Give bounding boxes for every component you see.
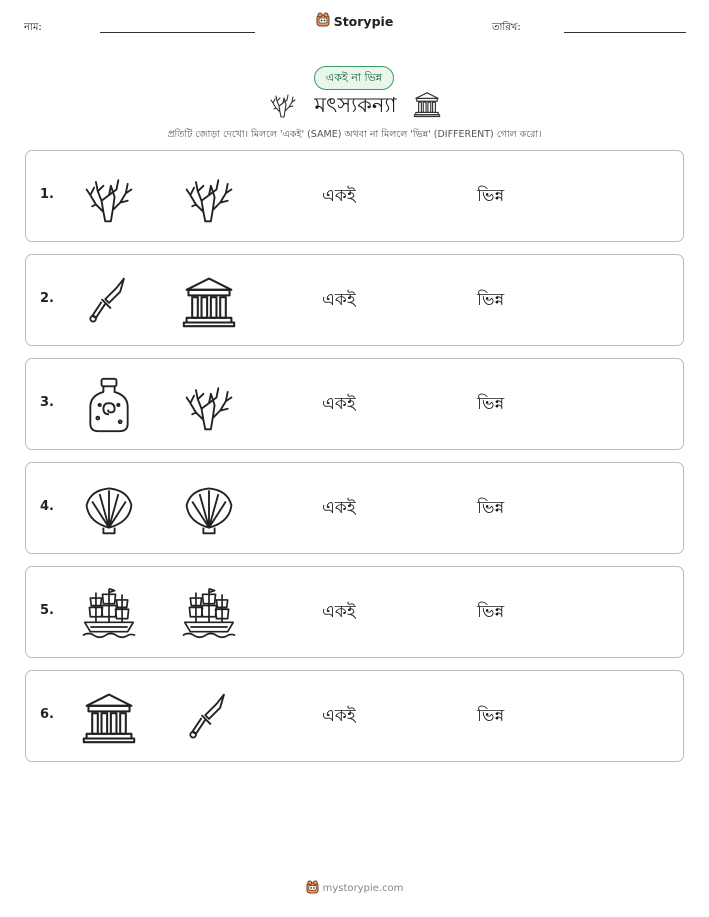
storypie-logo-icon xyxy=(316,12,330,31)
temple-icon xyxy=(81,689,137,745)
coral-icon xyxy=(268,89,298,123)
question-number: 1. xyxy=(40,187,54,202)
dagger-icon xyxy=(181,689,237,745)
potion-bottle-icon xyxy=(81,377,137,433)
question-row xyxy=(25,566,684,658)
choice-same[interactable]: একই xyxy=(322,706,356,726)
choice-different[interactable]: ভিন্ন xyxy=(477,186,505,206)
title-row xyxy=(0,90,709,122)
choice-same[interactable]: একই xyxy=(322,602,356,622)
footer-site-link[interactable]: mystorypie.com xyxy=(322,883,404,894)
brand-name: Storypie xyxy=(333,14,394,29)
question-row xyxy=(25,254,684,346)
choice-same[interactable]: একই xyxy=(322,394,356,414)
question-row xyxy=(25,358,684,450)
coral-icon xyxy=(81,169,137,225)
choice-same[interactable]: একই xyxy=(322,498,356,518)
question-row xyxy=(25,150,684,242)
name-line[interactable] xyxy=(100,32,255,33)
footer xyxy=(0,880,709,897)
brand-header xyxy=(0,12,709,31)
date-label: তারিখ: xyxy=(492,22,521,33)
choice-different[interactable]: ভিন্ন xyxy=(477,290,505,310)
activity-badge: একই না ভিন্ন xyxy=(314,66,394,90)
question-number: 2. xyxy=(40,291,54,306)
question-number: 3. xyxy=(40,395,54,410)
ship-icon xyxy=(181,585,237,641)
storypie-logo-icon xyxy=(306,880,319,897)
seashell-icon xyxy=(181,481,237,537)
choice-different[interactable]: ভিন্ন xyxy=(477,602,505,622)
choice-different[interactable]: ভিন্ন xyxy=(477,394,505,414)
question-row xyxy=(25,462,684,554)
choice-same[interactable]: একই xyxy=(322,186,356,206)
dagger-icon xyxy=(81,273,137,329)
seashell-icon xyxy=(81,481,137,537)
coral-icon xyxy=(181,169,237,225)
ship-icon xyxy=(81,585,137,641)
coral-icon xyxy=(181,377,237,433)
choice-same[interactable]: একই xyxy=(322,290,356,310)
temple-icon xyxy=(181,273,237,329)
page-title: মৎস্যকন্যা xyxy=(314,92,397,117)
question-number: 6. xyxy=(40,707,54,722)
instructions: প্রতিটি জোড়া দেখো। মিললে 'একই' (SAME) অথবা না মিললে 'ভিন্ন' (DIFFERENT) গোল করো। xyxy=(167,129,542,140)
choice-different[interactable]: ভিন্ন xyxy=(477,498,505,518)
date-line[interactable] xyxy=(564,32,686,33)
choice-different[interactable]: ভিন্ন xyxy=(477,706,505,726)
question-number: 4. xyxy=(40,499,54,514)
question-number: 5. xyxy=(40,603,54,618)
name-label: নাম: xyxy=(24,22,42,33)
question-row xyxy=(25,670,684,762)
temple-icon xyxy=(413,90,441,122)
